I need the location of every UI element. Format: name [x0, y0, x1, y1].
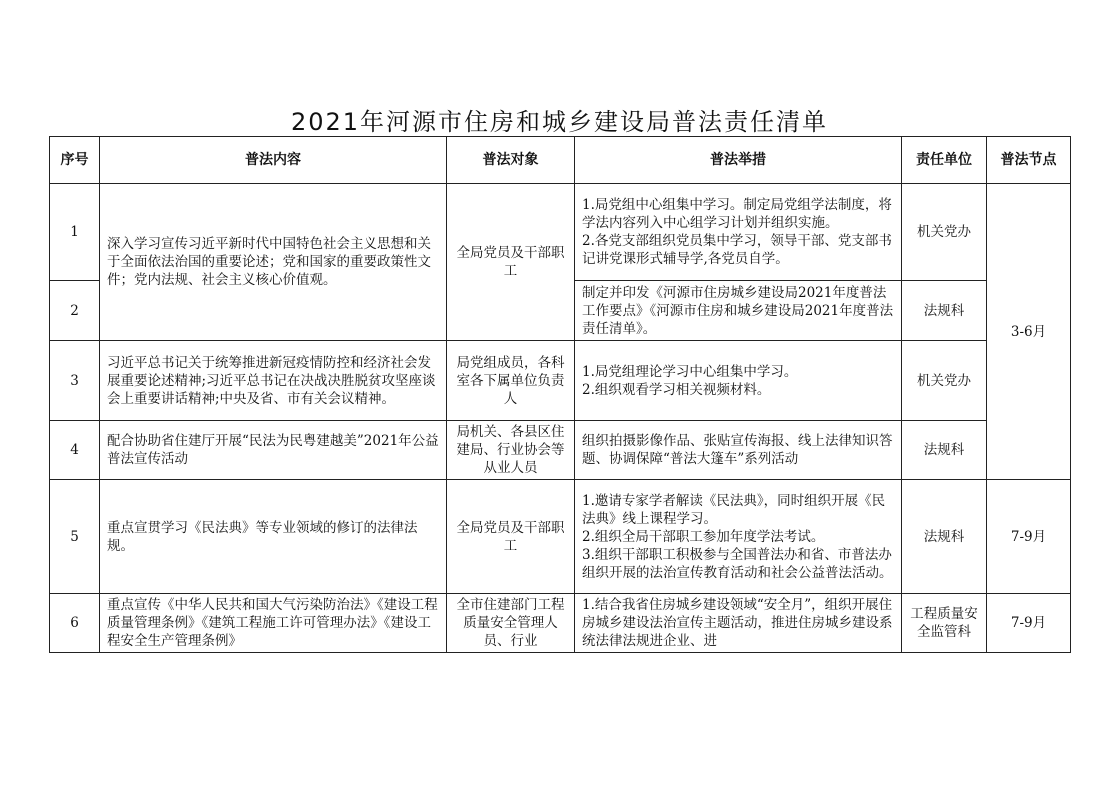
row-seq: 3	[50, 341, 100, 421]
row-seq: 4	[50, 421, 100, 480]
header-measures: 普法举措	[575, 137, 902, 184]
measures-text: 1.邀请专家学者解读《民法典》，同时组织开展《民法典》线上课程学习。 2.组织全局干部职工参加年度学法考试。 3.组织干部职工积极参与全国普法办和省、市普法办组织开展的法治宣传教育活动和社会公益普法活动。	[582, 492, 893, 581]
measures-text: 1.局党组中心组集中学习。制定局党组学法制度，将学法内容列入中心组学习计划并组织实施。 2.各党支部组织党员集中学习，领导干部、党支部书记讲党课形式辅导学,各党员自学。	[582, 197, 892, 267]
row-timing: 7-9月	[987, 480, 1071, 594]
row-unit: 法规科	[902, 480, 987, 594]
table-row	[50, 480, 1071, 594]
target-text: 全市住建部门工程质量安全管理人员、行业	[456, 597, 565, 649]
row-unit: 法规科	[902, 421, 987, 480]
table-row	[50, 341, 1071, 421]
row-content: 配合协助省住建厅开展“民法为民粤建越美”2021年公益普法宣传活动	[100, 421, 447, 480]
header-seq: 序号	[50, 137, 100, 184]
row-content: 深入学习宣传习近平新时代中国特色社会主义思想和关于全面依法治国的重要论述；党和国家的重要政策性文件；党内法规、社会主义核心价值观。	[100, 184, 447, 341]
row-measures	[575, 341, 902, 421]
row-seq: 2	[50, 281, 100, 341]
row-seq: 1	[50, 184, 100, 281]
row-measures: 组织拍摄影像作品、张贴宣传海报、线上法律知识答题、协调保障“普法大篷车”系列活动	[575, 421, 902, 480]
measures-text: 1.结合我省住房城乡建设领域“安全月”，组织开展住房城乡建设法治宣传主题活动，推进住房城乡建设系统法律法规进企业、进	[582, 597, 893, 649]
row-content	[100, 594, 447, 653]
row-target: 局党组成员，各科室各下属单位负责人	[447, 341, 575, 421]
row-unit: 机关党办	[902, 341, 987, 421]
row-target	[447, 594, 575, 653]
row-content: 重点宣贯学习《民法典》等专业领域的修订的法律法规。	[100, 480, 447, 594]
header-target: 普法对象	[447, 137, 575, 184]
row-unit: 法规科	[902, 281, 987, 341]
row-seq: 5	[50, 480, 100, 594]
row-measures	[575, 184, 902, 281]
table-header-row	[50, 137, 1071, 184]
row-target: 全局党员及干部职工	[447, 480, 575, 594]
row-measures	[575, 480, 902, 594]
row-measures: 制定并印发《河源市住房城乡建设局2021年度普法工作要点》《河源市住房和城乡建设局2021年度普法责任清单》。	[575, 281, 902, 341]
row-target: 全局党员及干部职工	[447, 184, 575, 341]
content-text: 重点宣传《中华人民共和国大气污染防治法》《建设工程质量管理条例》《建筑工程施工许可管理办法》《建设工程安全生产管理条例》	[107, 597, 438, 649]
table-row	[50, 421, 1071, 480]
responsibility-table	[49, 136, 1071, 653]
measures-text: 1.局党组理论学习中心组集中学习。 2.组织观看学习相关视频材料。	[582, 363, 798, 398]
header-content: 普法内容	[100, 137, 447, 184]
row-unit: 机关党办	[902, 184, 987, 281]
row-timing: 3-6月	[987, 184, 1071, 480]
row-timing: 7-9月	[987, 594, 1071, 653]
row-content: 习近平总书记关于统筹推进新冠疫情防控和经济社会发展重要论述精神;习近平总书记在决战决胜脱贫攻坚座谈会上重要讲话精神;中央及省、市有关会议精神。	[100, 341, 447, 421]
row-unit: 工程质量安全监管科	[902, 594, 987, 653]
header-unit: 责任单位	[902, 137, 987, 184]
row-measures	[575, 594, 902, 653]
row-seq: 6	[50, 594, 100, 653]
page-title: 2021年河源市住房和城乡建设局普法责任清单	[290, 108, 829, 136]
table-row	[50, 184, 1071, 281]
table-row	[50, 594, 1071, 653]
header-timing: 普法节点	[987, 137, 1071, 184]
row-target: 局机关、各县区住建局、行业协会等从业人员	[447, 421, 575, 480]
